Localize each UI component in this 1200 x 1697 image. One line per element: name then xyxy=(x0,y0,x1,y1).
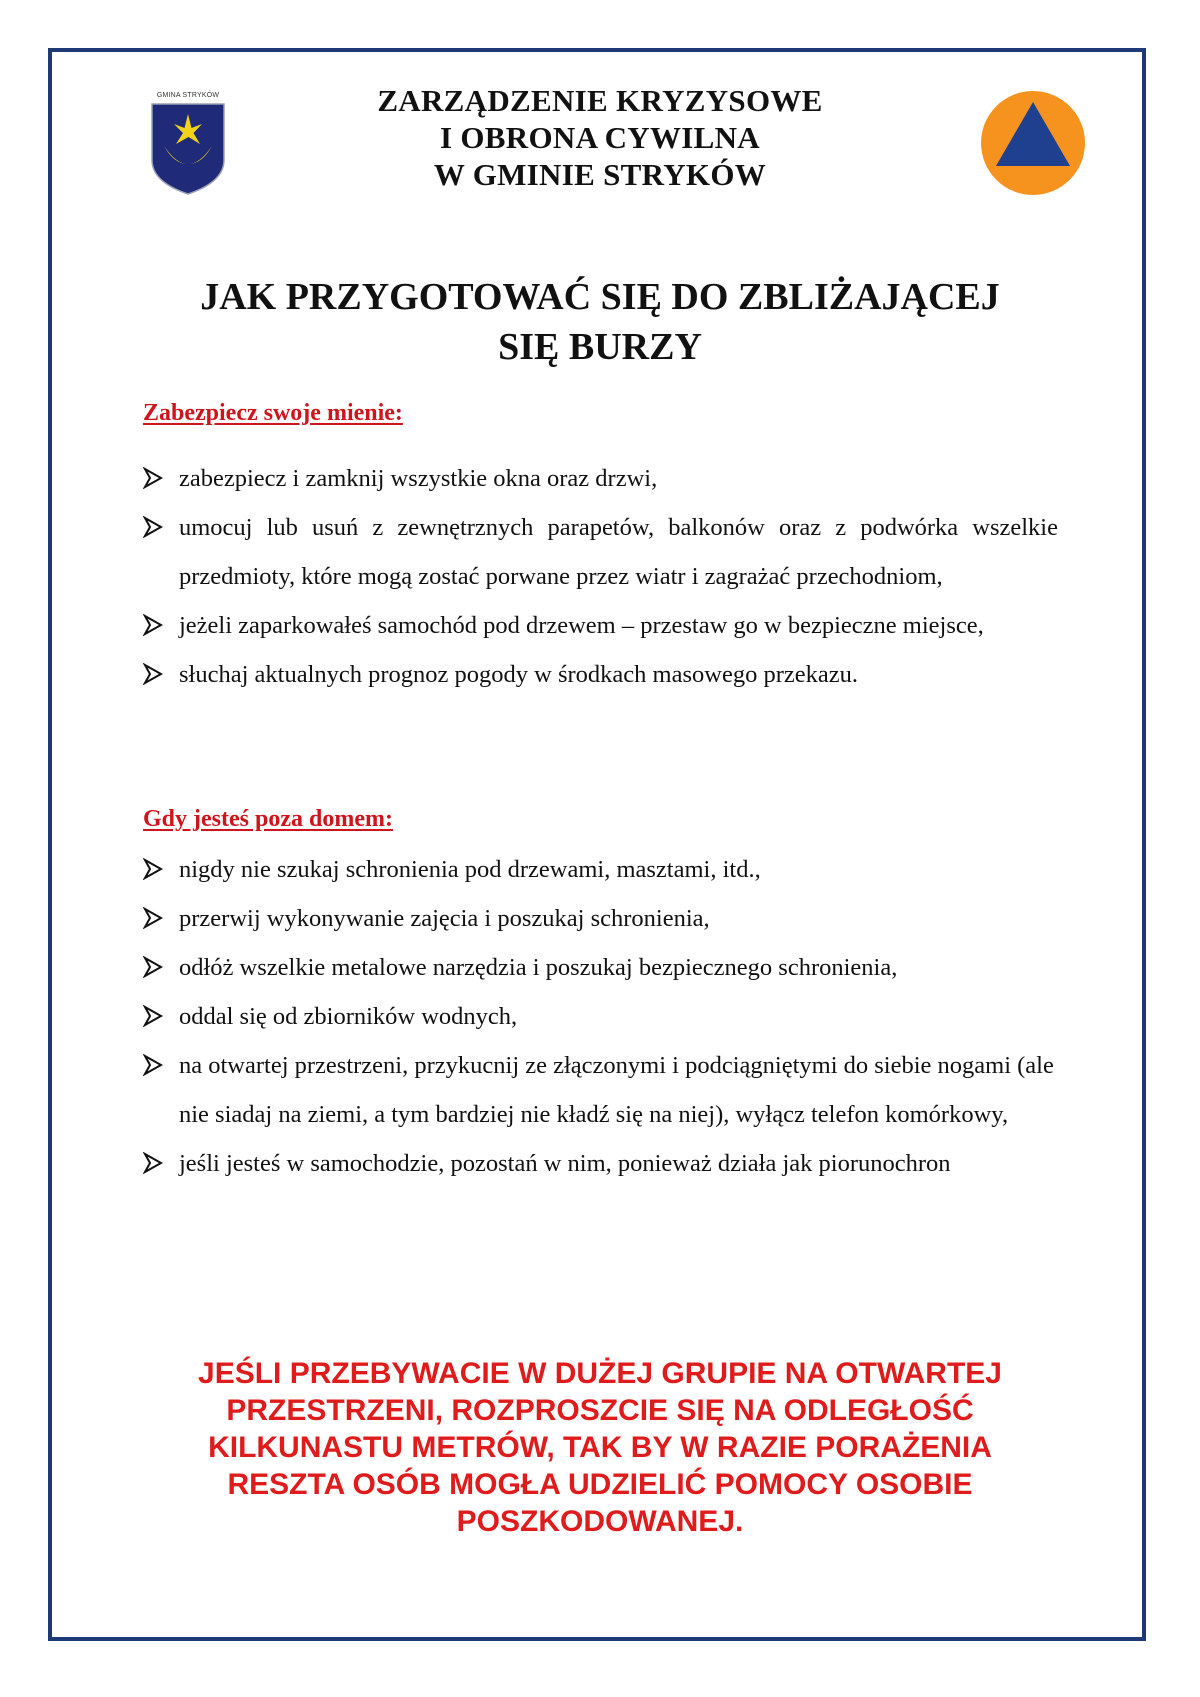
list-item-text: zabezpiecz i zamknij wszystkie okna oraz drzwi, xyxy=(179,465,658,492)
arrow-bullet-icon xyxy=(143,614,163,636)
arrow-bullet-icon xyxy=(143,956,163,978)
arrow-bullet-icon xyxy=(143,663,163,685)
arrow-bullet-icon xyxy=(143,858,163,880)
list-item-text: oddal się od zbiorników wodnych, xyxy=(179,1003,518,1030)
arrow-bullet-icon xyxy=(143,467,163,489)
civil-defense-triangle-icon xyxy=(980,90,1086,196)
list-item-text: odłóż wszelkie metalowe narzędzia i poszukaj bezpiecznego schronienia, xyxy=(179,954,898,981)
arrow-bullet-icon xyxy=(143,516,163,538)
warning-line: POSZKODOWANEJ. xyxy=(456,1505,744,1538)
list-item-text: jeśli jesteś w samochodzie, pozostań w nim, ponieważ działa jak piorunochron xyxy=(179,1150,951,1177)
arrow-bullet-icon xyxy=(143,1054,163,1076)
list-item xyxy=(143,992,1058,1041)
outdoors-checklist xyxy=(143,845,1058,1188)
warning-line: JEŚLI PRZEBYWACIE W DUŻEJ GRUPIE NA OTWARTEJ xyxy=(198,1357,1002,1390)
coat-of-arms-icon xyxy=(150,102,226,196)
warning-line: RESZTA OSÓB MOGŁA UDZIELIĆ POMOCY OSOBIE xyxy=(227,1468,973,1501)
group-warning-notice xyxy=(120,1355,1080,1540)
organization-header xyxy=(300,82,900,193)
list-item-text: jeżeli zaparkowałeś samochód pod drzewem – przestaw go w bezpieczne miejsce, xyxy=(179,612,984,639)
civil-defense-logo xyxy=(980,90,1086,196)
arrow-bullet-icon xyxy=(143,1005,163,1027)
gmina-stryków-crest-logo xyxy=(146,92,230,200)
warning-line: KILKUNASTU METRÓW, TAK BY W RAZIE PORAŻENIA xyxy=(208,1431,992,1464)
arrow-bullet-icon xyxy=(143,907,163,929)
document-title xyxy=(100,272,1100,372)
warning-line: PRZESTRZENI, ROZPROSZCIE SIĘ NA ODLEGŁOŚĆ xyxy=(226,1394,974,1427)
list-item xyxy=(143,894,1058,943)
list-item xyxy=(143,943,1058,992)
list-item xyxy=(143,1139,1058,1188)
list-item-text: na otwartej przestrzeni, przykucnij ze złączonymi i podciągniętymi do siebie nogami (ale nie siadaj na ziemi, a tym bardziej nie kładź się na niej), wyłącz telefon komórkowy, xyxy=(179,1052,1054,1128)
list-item-text: słuchaj aktualnych prognoz pogody w środkach masowego przekazu. xyxy=(179,661,858,688)
header-line: I OBRONA CYWILNA xyxy=(439,120,760,155)
header-line: ZARZĄDZENIE KRYZYSOWE xyxy=(377,83,823,118)
section-heading-property: Zabezpiecz swoje mienie: xyxy=(143,400,403,426)
list-item-text: umocuj lub usuń z zewnętrznych parapetów, balkonów oraz z podwórka wszelkie przedmioty, które mogą zostać porwane przez wiatr i zagrażać przechodniom, xyxy=(179,514,1058,590)
arrow-bullet-icon xyxy=(143,1152,163,1174)
title-line: SIĘ BURZY xyxy=(498,326,702,368)
list-item xyxy=(143,601,1058,650)
title-line: JAK PRZYGOTOWAĆ SIĘ DO ZBLIŻAJĄCEJ xyxy=(200,276,1000,318)
list-item xyxy=(143,650,1058,699)
crest-label: GMINA STRYKÓW xyxy=(156,92,220,99)
property-checklist xyxy=(143,454,1058,699)
list-item xyxy=(143,454,1058,503)
list-item xyxy=(143,1041,1058,1139)
list-item-text: nigdy nie szukaj schronienia pod drzewami, masztami, itd., xyxy=(179,856,761,883)
list-item xyxy=(143,503,1058,601)
list-item xyxy=(143,845,1058,894)
list-item-text: przerwij wykonywanie zajęcia i poszukaj schronienia, xyxy=(179,905,710,932)
header-line: W GMINIE STRYKÓW xyxy=(433,157,767,192)
section-heading-outdoors: Gdy jesteś poza domem: xyxy=(143,806,393,832)
